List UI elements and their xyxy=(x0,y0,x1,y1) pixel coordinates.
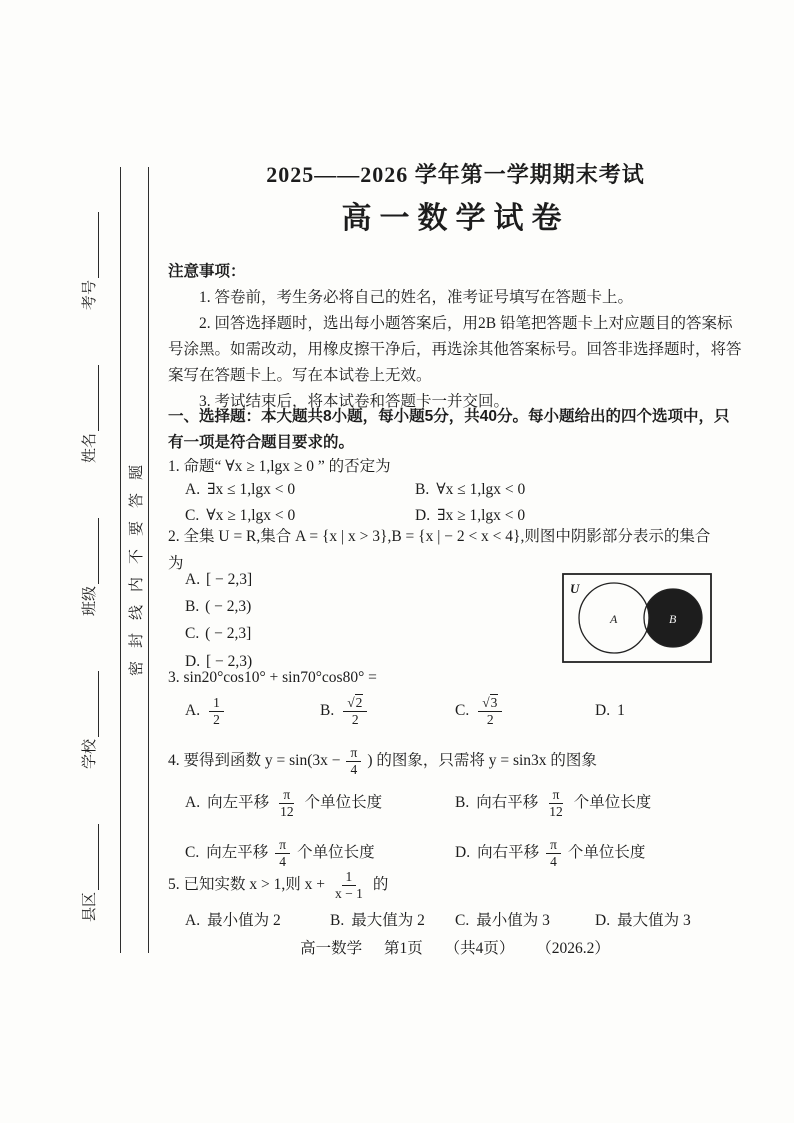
seal-field-examno xyxy=(81,212,99,310)
q5-option-b xyxy=(330,908,425,934)
option-label: B. xyxy=(320,702,335,719)
fraction xyxy=(545,787,567,820)
option-label: C. xyxy=(185,844,200,861)
option-label: B. xyxy=(415,481,430,498)
radical-icon: √ xyxy=(482,694,490,710)
option-text: ( − 2,3] xyxy=(205,625,252,643)
option-text: [ − 2,3] xyxy=(205,571,253,588)
seal-line-outer xyxy=(120,167,121,953)
seal-line-inner xyxy=(148,167,149,953)
fraction xyxy=(343,695,367,728)
q1-option-a xyxy=(185,477,295,503)
q2-stem-line-1: 2. 全集 U = R,集合 A = {x | x > 3},B = {x | − 2 < x < 4},则图中阴影部分表示的集合 xyxy=(168,528,711,545)
fraction-denominator: 12 xyxy=(280,803,294,819)
footer-page-number: 第1页 xyxy=(383,940,423,957)
notice-item-2: 2. 回答选择题时，选出每小题答案后，用2B 铅笔把答题卡上对应题目的答案标号涂黑。如需改动，用橡皮擦干净后，再选涂其他答案标号。回答非选择题时，将答案写在答题卡上。写在本试卷上无效。 xyxy=(168,315,742,384)
q2-options-column xyxy=(185,566,252,675)
fraction-numerator: π xyxy=(346,745,361,762)
question-2-stem xyxy=(168,523,742,577)
option-text: 个单位长度 xyxy=(573,794,652,811)
fraction-numerator: 1 xyxy=(209,695,224,712)
fraction-numerator: π xyxy=(549,787,564,804)
seal-field-school xyxy=(81,671,99,769)
question-1-stem: 1. 命题“ ∀x ≥ 1,lgx ≥ 0 ” 的否定为 xyxy=(168,458,391,475)
option-text: ∀x ≥ 1,lgx < 0 xyxy=(206,507,296,524)
seal-field-label: 姓名 xyxy=(82,433,98,464)
seal-warning-text: 密封线内不要答题 xyxy=(129,451,145,676)
fill-in-blank xyxy=(83,824,99,890)
fraction-denominator: 4 xyxy=(550,853,557,869)
option-text: 向右平移 xyxy=(477,844,540,861)
q4-stem-content xyxy=(168,738,597,784)
radicand: 2 xyxy=(355,694,363,710)
fraction-numerator: 1 xyxy=(342,869,357,886)
venn-diagram xyxy=(562,573,712,663)
footer-course: 高一数学 xyxy=(300,940,363,957)
seal-field-label: 班级 xyxy=(82,586,98,617)
fraction-denominator: x − 1 xyxy=(334,885,363,901)
radicand: 3 xyxy=(490,694,498,710)
option-label: C. xyxy=(185,625,200,643)
q3-option-c xyxy=(455,688,504,734)
option-label: D. xyxy=(595,912,611,929)
fill-in-blank xyxy=(83,212,99,278)
q4-options-row-1 xyxy=(168,780,743,826)
q5-stem-post: 的 xyxy=(372,876,389,893)
fraction-denominator: 12 xyxy=(549,803,563,819)
option-text: [ − 2,3) xyxy=(205,652,253,670)
fraction xyxy=(478,695,502,728)
fraction-denominator: 2 xyxy=(213,711,220,727)
q1-options-row-1 xyxy=(168,477,743,505)
fraction-numerator xyxy=(343,695,367,712)
option-text: 向左平移 xyxy=(207,794,270,811)
fill-in-blank xyxy=(83,518,99,584)
q5-stem-pre: 5. 已知实数 x > 1,则 x + xyxy=(168,876,325,893)
q5-option-a xyxy=(185,908,281,934)
option-label: C. xyxy=(185,507,200,524)
option-text: 向左平移 xyxy=(206,844,269,861)
fraction xyxy=(346,745,361,778)
option-text: 向右平移 xyxy=(476,794,539,811)
page-title: 高一数学试卷 xyxy=(341,202,570,235)
option-label: D. xyxy=(455,844,471,861)
seal-field-label: 考号 xyxy=(82,280,98,311)
q4-stem-pre: 4. 要得到函数 y = sin(3x − xyxy=(168,752,341,769)
q2-option-b xyxy=(185,593,252,620)
q3-option-a xyxy=(185,688,226,734)
fraction-denominator: 2 xyxy=(486,711,494,727)
section-1-heading: 一、选择题：本大题共8小题，每小题5分，共40分。每小题给出的四个选项中，只有一项是符合题目要求的。 xyxy=(168,408,730,451)
seal-field-label: 学校 xyxy=(82,739,98,770)
option-label: D. xyxy=(595,702,611,719)
q4-stem-post: ) 的图象，只需将 y = sin3x 的图象 xyxy=(367,752,597,769)
footer-total-pages: （共4页） xyxy=(444,940,515,957)
radical-icon: √ xyxy=(347,694,355,710)
option-label: C. xyxy=(455,702,470,719)
fraction xyxy=(276,787,298,820)
option-text: 1 xyxy=(617,702,625,719)
notice-item-1: 1. 答卷前，考生务必将自己的姓名，准考证号填写在答题卡上。 xyxy=(199,289,634,306)
q5-options-row xyxy=(168,908,743,936)
option-text: 个单位长度 xyxy=(304,794,383,811)
option-text: 最大值为 3 xyxy=(617,912,691,929)
fraction-numerator: π xyxy=(279,787,294,804)
page-footer xyxy=(140,936,770,962)
q5-option-d xyxy=(595,908,691,934)
q4-option-a xyxy=(185,780,382,826)
option-label: D. xyxy=(185,652,201,670)
option-text: ( − 2,3) xyxy=(205,598,252,616)
option-text: ∃x ≥ 1,lgx < 0 xyxy=(437,507,526,524)
footer-date: （2026.2） xyxy=(536,940,610,957)
q3-options-row xyxy=(168,688,743,734)
option-label: A. xyxy=(185,481,201,498)
seal-field-label: 县区 xyxy=(82,891,98,922)
option-text: 最大值为 2 xyxy=(351,912,425,929)
notice-item-3: 3. 考试结束后，将本试卷和答题卡一并交回。 xyxy=(199,393,510,410)
option-text: 个单位长度 xyxy=(567,844,646,861)
option-label: A. xyxy=(185,571,201,588)
fraction-denominator: 4 xyxy=(350,761,358,777)
fraction-numerator: π xyxy=(275,837,290,854)
fraction xyxy=(209,695,224,728)
option-text: 最小值为 2 xyxy=(207,912,281,929)
q2-option-c xyxy=(185,620,252,647)
option-text: 个单位长度 xyxy=(297,844,375,861)
venn-universe-label: U xyxy=(570,581,580,596)
question-4-stem xyxy=(168,738,743,784)
fraction-denominator: 2 xyxy=(351,711,359,727)
q1-option-b xyxy=(415,477,525,503)
fraction-numerator: π xyxy=(546,837,561,854)
question-3-stem: 3. sin20°cos10° + sin70°cos80° = xyxy=(168,669,377,686)
q5-option-c xyxy=(455,908,550,934)
option-text: ∃x ≤ 1,lgx < 0 xyxy=(207,481,296,498)
option-label: B. xyxy=(185,598,200,616)
q2-stem-line-2: 为 xyxy=(168,555,184,572)
q3-option-b xyxy=(320,688,369,734)
seal-field-county xyxy=(81,824,99,922)
seal-fields xyxy=(74,212,106,922)
option-label: A. xyxy=(185,912,201,929)
venn-set-b-label: B xyxy=(669,612,677,626)
question-5-stem xyxy=(168,862,743,908)
option-label: B. xyxy=(455,794,470,811)
fill-in-blank xyxy=(83,365,99,431)
q2-option-a xyxy=(185,566,252,593)
fraction-denominator: 4 xyxy=(279,853,287,869)
seal-field-class xyxy=(81,518,99,616)
seal-field-name xyxy=(81,365,99,463)
notice-heading: 注意事项： xyxy=(168,263,246,280)
fill-in-blank xyxy=(83,671,99,737)
option-text: 最小值为 3 xyxy=(476,912,550,929)
option-text: ∀x ≤ 1,lgx < 0 xyxy=(436,481,526,498)
option-label: A. xyxy=(185,794,201,811)
option-label: C. xyxy=(455,912,470,929)
venn-set-a-label: A xyxy=(610,612,618,626)
option-label: B. xyxy=(330,912,345,929)
q5-stem-content xyxy=(168,862,388,908)
q4-option-b xyxy=(455,780,651,826)
option-label: A. xyxy=(185,702,201,719)
option-label: D. xyxy=(415,507,431,524)
q3-option-d xyxy=(595,688,625,734)
fraction-numerator xyxy=(478,695,502,712)
exam-session-title: 2025——2026 学年第一学期期末考试 xyxy=(266,162,645,187)
fraction xyxy=(331,869,367,902)
